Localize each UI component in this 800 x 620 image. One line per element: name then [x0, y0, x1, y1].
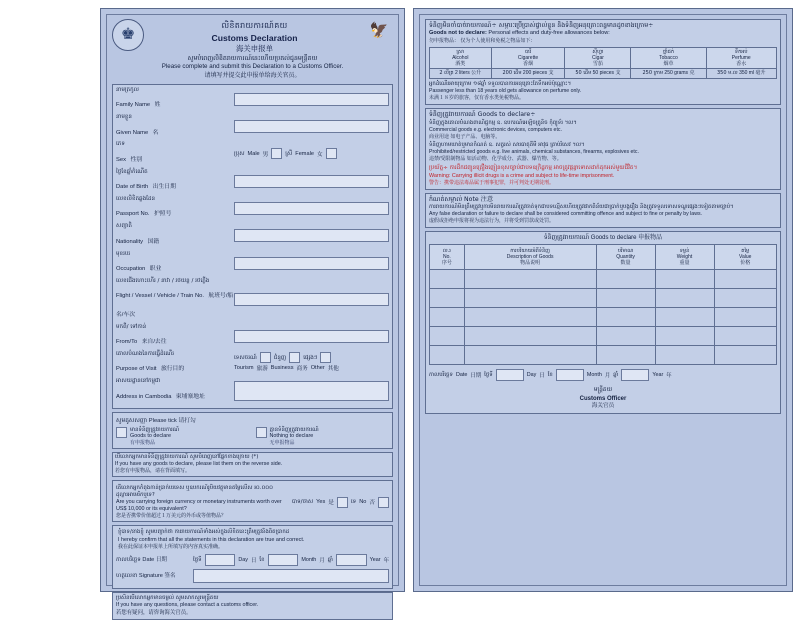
left-form-inner	[106, 14, 399, 616]
purpose-option-1-zh: 旅游	[256, 366, 268, 373]
field-occupation-label-kh: មុខរបរ	[116, 250, 131, 257]
currency-question-kh: តើលោកអ្នកកំពុងកាន់ប្រាក់បរទេស ឬឧបករណ៍រូបិយវត្ថុមានតម្លៃលើស ៛០.០០០	[116, 484, 273, 491]
officer-label-zh: 海关官员	[591, 403, 615, 410]
warning-kh: ប្រយ័ត្ន÷ ការដឹកជញ្ជូនគ្រឿងញៀនខុសច្បាប់ជាបទឧក្រិដ្ឋកម្ម អាចត្រូវផ្តន្ទាទោសដាក់គុកអស់មួយជីវិត។	[429, 165, 638, 172]
allowance-value-row	[430, 69, 777, 78]
right-form-inner	[419, 14, 787, 586]
officer-date-row	[429, 369, 777, 381]
warning-en: Warning: Carrying illicit drugs is a crime and subject to life-time imprisonment.	[429, 172, 615, 179]
field-nationality-label-kh: សញ្ជាតិ	[116, 223, 132, 230]
form-title-en: Customs Declaration	[211, 33, 298, 43]
officer-day-tag-kh: ថ្ងៃទី	[484, 372, 493, 379]
field-passport-label-zh: 护照号	[153, 211, 172, 218]
table-row[interactable]	[430, 327, 777, 346]
field-nationality-label-en: Nationality	[116, 238, 144, 245]
currency-no-label-zh: 否	[369, 500, 375, 507]
purpose-option-3-en: Other	[310, 365, 325, 372]
goods-table-title-zh: 申报物品	[638, 235, 663, 242]
certify-kh: ខ្ញុំបាទ/នាងខ្ញុំ សូមបញ្ជាក់ថា ការរាយការណ៍ទាំងអស់ក្នុងលិខិតនេះត្រឹមត្រូវនិងពិតប្រាកដ	[118, 529, 290, 536]
tick-header-en: Please tick	[148, 417, 177, 424]
purpose-options-en-row	[234, 364, 389, 372]
drug-warning	[429, 165, 777, 187]
allowance-value-perfume: 350 ម.ល 350 ml 毫升	[706, 69, 777, 78]
cell-quantity[interactable]	[596, 346, 655, 365]
declaration-tick-section	[112, 412, 393, 450]
officer-year-tag-zh: 年	[666, 373, 672, 380]
allowance-col-cigar: ស៊ីហ្គា Cigar 雪茄	[565, 47, 631, 69]
form-title-kh: លិខិតរាយការណ៍គយ	[221, 21, 288, 30]
field-given-name	[116, 114, 389, 139]
month-tag-kh: ខែ	[259, 557, 265, 564]
year-tag-kh: ឆ្នាំ	[327, 557, 333, 564]
cell-weight[interactable]	[655, 289, 714, 308]
goods-col-value: តម្លៃ Value 价格	[714, 245, 776, 270]
allowance-value-alcohol: 2 លីត្រ 2 liters 公升	[430, 69, 492, 78]
left-header	[112, 19, 393, 53]
purpose-option-1-kh: ទេសចរណ៍	[234, 354, 257, 361]
left-header-titles	[148, 19, 361, 54]
currency-answer-group	[292, 497, 389, 508]
declare-title: ទំនិញត្រូវរាយការណ៍ Goods to declare÷	[429, 110, 536, 118]
field-purpose-of-visit	[116, 351, 389, 376]
address-label-en: Address in Cambodia	[116, 393, 172, 400]
tick-goods-to-declare[interactable]	[116, 427, 250, 447]
cell-weight[interactable]	[655, 327, 714, 346]
officer-year-tag-en: Year	[652, 372, 664, 379]
field-family-name-label-kh: នាមត្រកូល	[116, 86, 139, 93]
warning-zh: 警告：携带违法毒品属于刑事犯罪，并可判处无期徒刑。	[429, 180, 555, 187]
address-label-zh: 柬埔寨地址	[175, 393, 205, 400]
allowance-value-cigar: 50 ដើម 50 pieces 支	[565, 69, 631, 78]
date-label-kh: កាលបរិច្ឆេទ	[116, 556, 141, 563]
purpose-option-2-en: Business	[270, 365, 294, 372]
field-passport-no	[116, 196, 389, 221]
cell-description[interactable]	[464, 308, 596, 327]
cell-value[interactable]	[714, 289, 776, 308]
field-flight-label-en: Flight / Vessel / Vehicle / Train No.	[116, 293, 204, 300]
field-family-name	[116, 87, 389, 112]
cell-quantity[interactable]	[596, 270, 655, 289]
goods-to-declare-section	[425, 108, 781, 190]
instruction-zh: 请填写并提交此申报单给海关官员。	[204, 72, 301, 79]
officer-month-tag-kh: ខែ	[547, 372, 553, 379]
day-tag-zh: 日	[250, 558, 257, 565]
goods-header-row	[430, 245, 777, 270]
customs-officer-signature-block	[429, 387, 777, 410]
currency-no-label-en: No	[359, 499, 367, 506]
declare-item-commercial: ទំនិញក្នុងគោលបំណងពាណិជ្ជកម្ម ឧ. ឧបករណ៍អេឡិចត្រូនិច កុំព្យូទ័រ ។ល។ Commercial goods e.g. electronic devices, computers etc. 商业用途 如电子产品、电脑等。	[429, 120, 577, 141]
year-input[interactable]	[336, 554, 367, 566]
date-of-birth-input[interactable]	[234, 175, 389, 188]
field-sex-label-en: Sex	[116, 156, 126, 163]
field-address-cambodia	[116, 378, 389, 403]
nothing-to-declare-checkbox[interactable]	[256, 427, 267, 438]
purpose-label-en: Purpose of Visit	[116, 366, 157, 373]
footer-note-zh: 若您有疑问，请咨询海关官员。	[116, 609, 192, 616]
instructions-block	[112, 55, 393, 80]
field-from-to-label-kh: មកពី/ ទៅកាន់	[116, 323, 147, 330]
field-flight-no	[116, 278, 389, 321]
sex-female-label-zh: 女	[316, 151, 323, 158]
cell-description[interactable]	[464, 346, 596, 365]
table-row[interactable]	[430, 270, 777, 289]
purpose-option-tourism-checkbox[interactable]	[260, 352, 271, 363]
goods-col-weight: ទម្ងន់ Weight 重量	[655, 245, 714, 270]
form-title-zh: 海关申报单	[236, 44, 273, 53]
tick-nothing-to-declare[interactable]	[256, 427, 390, 447]
signature-label-kh: ហត្ថលេខា	[116, 572, 138, 579]
currency-yes-label-zh: 是	[328, 500, 334, 507]
field-passport-label-kh: លេខលិខិតឆ្លងដែន	[116, 196, 156, 203]
cell-description[interactable]	[464, 327, 596, 346]
day-tag-kh: ថ្ងៃទី	[193, 557, 202, 564]
officer-year-tag-kh: ឆ្នាំ	[613, 372, 619, 379]
allowance-value-tobacco: 250 ក្រាម 250 grams 克	[631, 69, 706, 78]
field-occupation	[116, 251, 389, 276]
goods-to-declare-label-zh: 有申报物品	[130, 440, 156, 447]
goods-to-declare-label-en: Goods to declare	[130, 433, 172, 440]
field-sex-label-zh: 性别	[130, 156, 143, 163]
field-from-to	[116, 324, 389, 349]
month-input[interactable]	[268, 554, 299, 566]
field-given-name-label-en: Given Name	[116, 129, 149, 136]
sex-male-label-en: Male	[247, 150, 260, 157]
purpose-label-zh: 旅行目的	[160, 366, 185, 373]
nothing-to-declare-label-en: Nothing to declare	[269, 433, 314, 440]
instruction-en: Please complete and submit this Declaration to a Customs Officer.	[161, 63, 344, 71]
address-input[interactable]	[234, 381, 389, 401]
cell-value[interactable]	[714, 270, 776, 289]
no-declare-text-zh: 仅为个人使用和免税之物品如下：	[460, 37, 536, 44]
field-given-name-label-zh: 名	[152, 129, 159, 136]
currency-question-zh: 您是否携带价值超过１万美元的外币或等值物品？	[116, 512, 227, 519]
officer-date-label-zh: 日期	[470, 373, 482, 380]
allowance-header-row	[430, 47, 777, 69]
officer-year-input[interactable]	[621, 369, 649, 381]
right-form-card	[413, 8, 793, 592]
instruction-kh: សូមបំពេញលិខិតរាយការណ៍នេះហើយប្រគល់ជូនមន្ត្រីគយ	[187, 55, 318, 62]
purpose-label-kh: គោលបំណងនៃការធ្វើដំណើរ	[116, 351, 175, 358]
note-en: Any false declaration or failure to declare shall be considered committing offence and subject to fine or penalty by laws.	[429, 211, 702, 218]
allowance-col-cigarette: បារី Cigarette 香烟	[491, 47, 565, 69]
sex-female-label-kh: ស្រី	[285, 150, 293, 157]
purpose-option-2-kh: ជំនួញ	[273, 354, 287, 361]
goods-to-declare-label-kh: មានទំនិញត្រូវរាយការណ៍	[130, 426, 180, 433]
declare-item-prohibited: ទំនិញហាមឃាត់ឬមានកំណត់ ឧ. សត្វរស់ សារធាតុគីមី អាវុធ គ្រាប់រំសេវ ។ល។ Prohibited/restricted goods e.g. live animals, chemical substances, firearms, explosives etc. 违禁/受限制物品 如活动物、化学成分、武器、爆竹物、等。	[429, 142, 639, 163]
signature-input[interactable]	[193, 569, 389, 583]
footer-note-en: If you have any questions, please contact a customs officer.	[116, 602, 259, 609]
currency-yes-checkbox[interactable]	[337, 497, 348, 508]
nothing-to-declare-label-zh: 无申报物品	[269, 440, 295, 447]
field-from-to-label-en: From/To	[116, 339, 138, 346]
address-label-kh: អាសយដ្ឋាននៅកម្ពុជា	[116, 378, 161, 385]
signature-label-en: Signature	[138, 572, 163, 579]
officer-month-tag-zh: 月	[604, 373, 611, 380]
goods-col-quantity: បរិមាណ Quantity 数量	[596, 245, 655, 270]
cell-quantity[interactable]	[596, 327, 655, 346]
goods-to-declare-checkbox[interactable]	[116, 427, 127, 438]
day-input[interactable]	[205, 554, 236, 566]
field-nationality	[116, 223, 389, 248]
family-name-input[interactable]	[234, 93, 389, 106]
field-nationality-label-zh: 国籍	[147, 238, 160, 245]
field-family-name-label-zh: 姓	[154, 102, 161, 109]
occupation-input[interactable]	[234, 257, 389, 270]
from-to-input[interactable]	[234, 330, 389, 343]
officer-day-tag-zh: 日	[539, 373, 545, 380]
year-tag-en: Year	[369, 557, 381, 564]
sex-male-checkbox[interactable]	[271, 148, 282, 159]
table-row[interactable]	[430, 289, 777, 308]
field-from-to-label-zh: 来自/去往	[141, 339, 167, 346]
note-label: កំណត់សម្គាល់ Note 注意	[429, 195, 494, 203]
cambodia-emblem-icon: ♚	[112, 19, 144, 51]
footer-note-kh: ប្រសិនបើលោកអ្នកមានចម្ងល់ សូមសាកសួរមន្ត្រីគយ	[116, 595, 219, 602]
note-kh: ការរាយការណ៍មិនត្រឹមត្រូវឬការមិនរាយការណ៍ត្រូវចាត់ទុកជាបទល្មើសហើយត្រូវផាកពិន័យជាប្រាក់ឬបង្ករឿង និងត្រូវទទួលទោសទណ្ឌផ្សេងៗទៀតតាមច្បាប់។	[429, 204, 734, 211]
currency-yes-label-kh: បាទ/ចាស	[291, 499, 314, 506]
sex-female-label-en: Female	[295, 150, 314, 157]
month-tag-zh: 月	[319, 558, 325, 565]
table-row[interactable]	[430, 308, 777, 327]
field-occupation-label-zh: 职业	[149, 266, 162, 273]
cell-weight[interactable]	[655, 346, 714, 365]
cell-value[interactable]	[714, 308, 776, 327]
officer-day-input[interactable]	[496, 369, 524, 381]
currency-yes-label-en: Yes	[316, 499, 326, 506]
signature-row	[116, 569, 389, 583]
customs-eagle-icon: 🦅	[369, 22, 389, 39]
reverse-side-note	[112, 452, 393, 477]
purpose-option-business-checkbox[interactable]	[289, 352, 300, 363]
cell-weight[interactable]	[655, 270, 714, 289]
purpose-option-other-checkbox[interactable]	[320, 352, 331, 363]
reverse-note-kh: បើលោកអ្នកមានទំនិញត្រូវរាយការណ៍ សូមបំពេញនៅផ្នែកខាងក្រោយ (*)	[115, 454, 259, 461]
officer-date-label-en: Date	[455, 372, 468, 379]
passport-no-input[interactable]	[234, 202, 389, 215]
date-label-en: Date	[142, 556, 155, 563]
field-passport-label-en: Passport No.	[116, 211, 150, 218]
field-dob-label-zh: 出生日期	[152, 184, 176, 191]
month-tag-en: Month	[301, 557, 317, 564]
officer-label-en: Customs Officer	[579, 396, 627, 403]
penalty-note-section	[425, 193, 781, 228]
purpose-options-kh-row	[234, 352, 389, 363]
purpose-option-3-kh: ផ្សេងៗ	[303, 354, 318, 361]
tick-header-zh: 请打勾	[178, 417, 196, 424]
field-sex	[116, 141, 389, 166]
left-form-card	[100, 8, 405, 616]
cell-quantity[interactable]	[596, 289, 655, 308]
no-declare-lead-zh: 勿申报物品：	[429, 37, 460, 44]
goods-col-no: ល.រ No. 序号	[430, 245, 465, 270]
nationality-input[interactable]	[234, 229, 389, 242]
purpose-option-1-en: Tourism	[234, 365, 254, 372]
officer-label-kh: មន្ត្រីគយ	[593, 387, 613, 394]
no-declare-lead-en: Goods not to declare:	[429, 30, 487, 37]
date-label-zh: 日期	[155, 556, 168, 563]
currency-question-section	[112, 480, 393, 523]
officer-date-label-kh: កាលបរិច្ឆេទ	[429, 372, 453, 379]
field-dob-label-kh: ថ្ងៃខែឆ្នាំកំណើត	[116, 168, 148, 175]
sex-male-label-zh: 男	[262, 151, 269, 158]
currency-no-checkbox[interactable]	[378, 497, 389, 508]
allowance-col-alcohol: ស្រា Alcohol 酒类	[430, 47, 492, 69]
cell-no[interactable]	[430, 289, 465, 308]
cell-quantity[interactable]	[596, 308, 655, 327]
goods-declaration-table-section	[425, 231, 781, 414]
allowance-value-cigarette: 200 ដើម 200 pieces 支	[491, 69, 565, 78]
reverse-note-zh: 若您有申报物品，请在背面填写。	[115, 468, 191, 475]
note-zh: 虚假或拒绝申报将视为违法行为，并将受到罚款或处罚。	[429, 218, 555, 225]
currency-no-label-kh: ទេ	[350, 499, 357, 506]
left-footer-note	[112, 592, 393, 620]
officer-day-tag-en: Day	[526, 372, 537, 379]
cell-no[interactable]	[430, 308, 465, 327]
cell-no[interactable]	[430, 270, 465, 289]
signature-label-zh: 签名	[164, 572, 176, 579]
no-declare-title-kh: ទំនិញមិនចាំបាច់រាយការណ៍÷ សម្ភារៈប្រើប្រាស់ផ្ទាល់ខ្លួន និងទំនិញអនុគ្រោះពន្ធមានដូចខាងក្រោម÷	[429, 22, 654, 29]
no-declare-text-en: Personal effects and duty-free allowances below:	[488, 30, 610, 37]
sex-male-label-kh: ប្រុស	[234, 150, 245, 157]
table-row[interactable]	[430, 346, 777, 365]
allowance-col-tobacco: ថ្នាំជក់ Tobacco 烟草	[631, 47, 706, 69]
date-row	[116, 554, 389, 566]
officer-month-input[interactable]	[556, 369, 584, 381]
field-family-name-label-en: Family Name	[116, 102, 151, 109]
purpose-option-2-zh: 商务	[296, 366, 308, 373]
cell-value[interactable]	[714, 327, 776, 346]
certify-en: I hereby confirm that all the statements in this declaration are true and correct.	[118, 536, 305, 543]
allowance-col-perfume: ទឹកអប់ Perfume 香水	[706, 47, 777, 69]
goods-col-description: ការបរិយាយអំពីទំនិញ Description of Goods 物品说明	[464, 245, 596, 270]
field-given-name-label-kh: នាមខ្លួន	[116, 114, 132, 121]
nothing-to-declare-label-kh: គ្មានទំនិញត្រូវរាយការណ៍	[269, 426, 319, 433]
cell-weight[interactable]	[655, 308, 714, 327]
cell-value[interactable]	[714, 346, 776, 365]
field-flight-label-kh: លេខជើងហោះហើរ / នាវា / រថយន្ត / រថភ្លើង	[116, 278, 210, 284]
cell-no[interactable]	[430, 346, 465, 365]
purpose-option-3-zh: 其他	[327, 366, 339, 373]
tick-header-kh: សូមគូសសញ្ញា	[116, 417, 148, 424]
goods-table-title-kh: ទំនិញត្រូវរាយការណ៍	[543, 234, 590, 242]
currency-question-kh2: ដុល្លារអាមេរិកឬទេ?	[116, 491, 155, 498]
age-note: អ្នកដំណើរអាយុក្រោម ១៨ឆ្នាំ ទទួលបានការអនុគ្រោះតែទឹកអប់ប៉ុណ្ណោះ។ Passenger less than 18 years old gets allowance on perfume only. 未满１８岁的旅客，仅有香水类免税物品。	[429, 80, 582, 101]
reverse-note-en: If you have any goods to declare, please list them on the reverse side.	[115, 461, 283, 468]
given-name-input[interactable]	[234, 120, 389, 133]
goods-not-to-declare-section	[425, 19, 781, 105]
field-date-of-birth	[116, 169, 389, 194]
field-occupation-label-en: Occupation	[116, 266, 146, 273]
goods-table-title-en: Goods to declare	[590, 235, 637, 242]
field-dob-label-en: Date of Birth	[116, 184, 149, 191]
currency-question-en: Are you carrying foreign currency or monetary instruments worth over US$ 10,000 or its equivalent?	[116, 498, 282, 512]
cell-description[interactable]	[464, 270, 596, 289]
cell-no[interactable]	[430, 327, 465, 346]
duty-free-allowance-table	[429, 47, 777, 79]
field-sex-label-kh: ភេទ	[116, 141, 125, 148]
year-tag-zh: 年	[383, 558, 389, 565]
day-tag-en: Day	[238, 557, 248, 564]
certify-zh: 我在此保证本申报单上所填写的内容真实准确。	[118, 543, 224, 550]
flight-no-input[interactable]	[234, 293, 389, 306]
officer-month-tag-en: Month	[586, 372, 602, 379]
field-flight-label-zh: 航班号/船名/车次	[116, 293, 234, 318]
cell-description[interactable]	[464, 289, 596, 308]
certification-section	[112, 525, 393, 589]
goods-table	[429, 244, 777, 365]
sex-female-checkbox[interactable]	[326, 148, 337, 159]
personal-details-section	[112, 84, 393, 409]
